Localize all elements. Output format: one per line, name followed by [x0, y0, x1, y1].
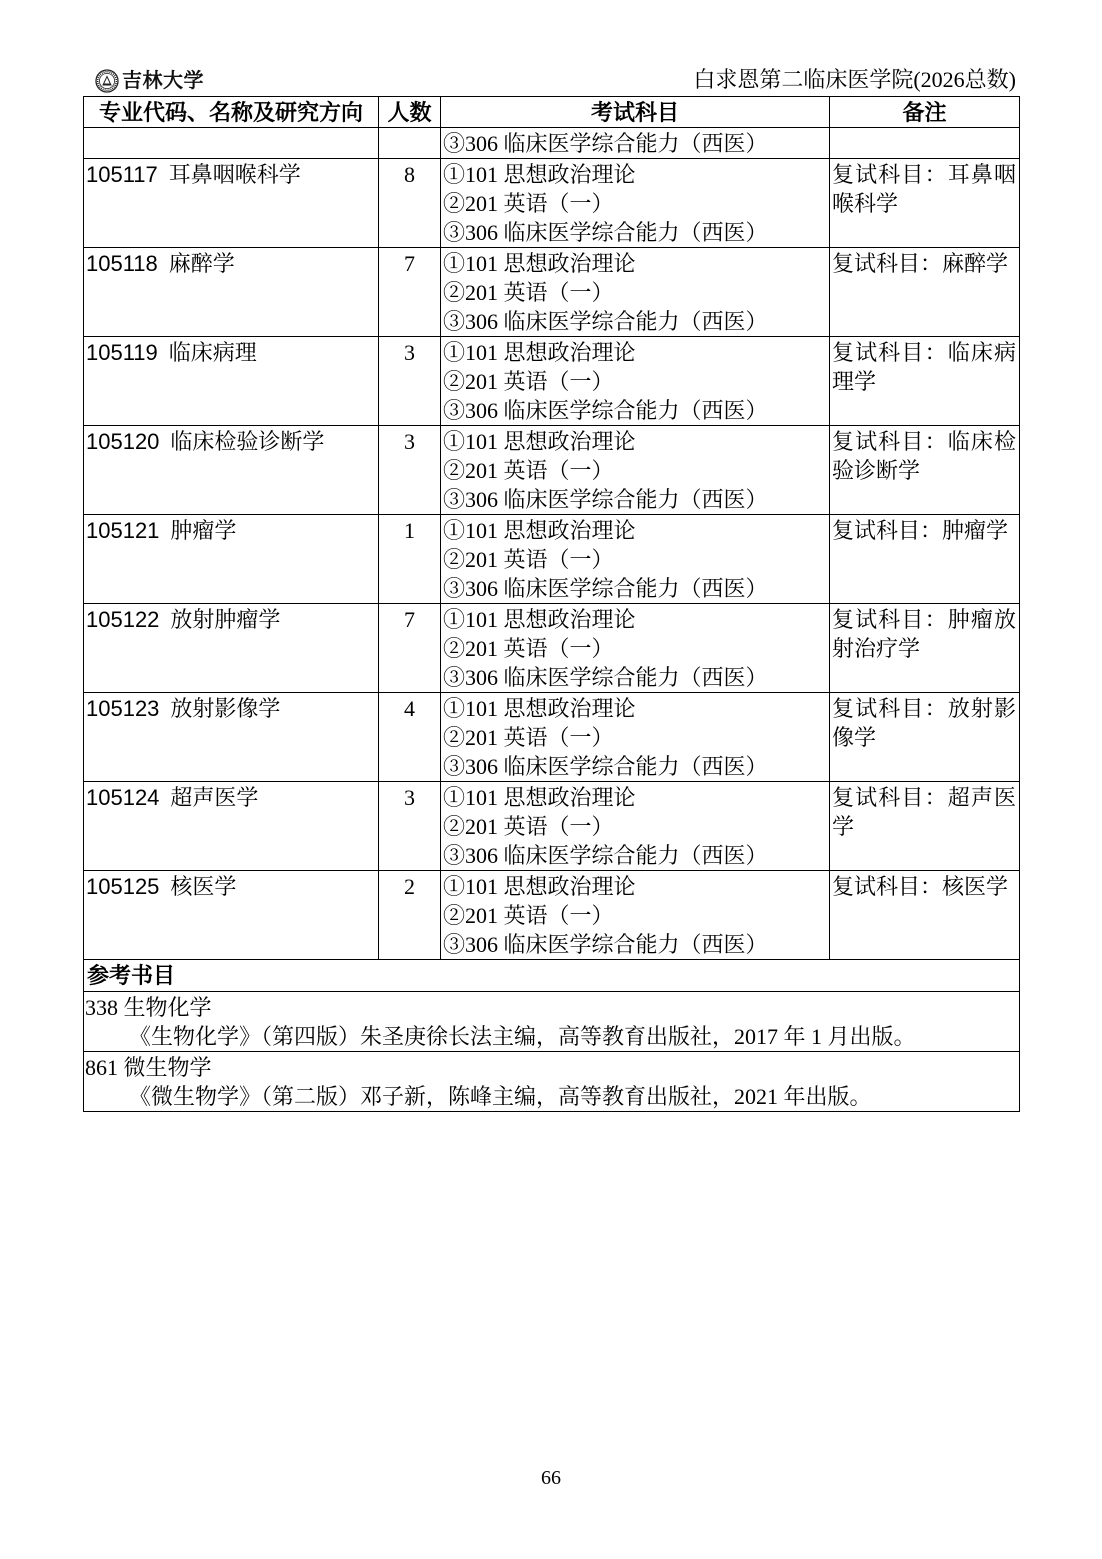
enrollment-count: 3	[379, 782, 441, 871]
exam-subjects-cell	[441, 871, 830, 960]
exam-subjects-cell	[441, 693, 830, 782]
reference-cell	[84, 1052, 1020, 1112]
enrollment-count: 4	[379, 693, 441, 782]
exam-subject: ②201 英语（一）	[443, 814, 614, 839]
major-code: 105121	[86, 518, 160, 543]
exam-subjects-cell	[441, 604, 830, 693]
exam-subject: ①101 思想政治理论	[443, 874, 636, 899]
references-heading-row	[84, 960, 1020, 992]
major-name: 核医学	[170, 874, 237, 899]
remark-cell	[830, 693, 1020, 782]
major-code: 105123	[86, 696, 160, 721]
exam-subjects-cell	[441, 248, 830, 337]
exam-subject: ①101 思想政治理论	[443, 696, 636, 721]
exam-subject: ②201 英语（一）	[443, 903, 614, 928]
exam-subjects-cell	[441, 337, 830, 426]
enrollment-count	[379, 128, 441, 159]
major-name: 临床病理	[168, 340, 257, 365]
header-title: 白求恩第二临床医学院(2026总数)	[693, 67, 1016, 92]
logo-text: 吉林大学	[122, 70, 204, 92]
major-code: 105120	[86, 429, 160, 454]
exam-subject: ③306 临床医学综合能力（西医）	[443, 576, 768, 601]
remark-cell	[830, 159, 1020, 248]
remark-cell	[830, 604, 1020, 693]
major-cell	[84, 159, 379, 248]
remark-cell	[830, 248, 1020, 337]
reference-row	[84, 1052, 1020, 1112]
major-cell	[84, 128, 379, 159]
table-row	[84, 159, 1020, 248]
table-row	[84, 426, 1020, 515]
enrollment-count: 2	[379, 871, 441, 960]
exam-subjects-cell	[441, 128, 830, 159]
reference-book: 《微生物学》（第二版）邓子新，陈峰主编，高等教育出版社，2021 年出版。	[129, 1084, 872, 1109]
column-header-remark: 备注	[830, 97, 1020, 128]
major-code: 105119	[86, 340, 158, 365]
major-name: 肿瘤学	[170, 518, 237, 543]
major-cell	[84, 426, 379, 515]
table-row	[84, 693, 1020, 782]
enrollment-count: 3	[379, 337, 441, 426]
university-seal-icon	[95, 69, 119, 93]
exam-subject: ③306 临床医学综合能力（西医）	[443, 398, 768, 423]
major-name: 放射影像学	[170, 696, 281, 721]
admissions-table	[83, 96, 1020, 1112]
major-name: 临床检验诊断学	[170, 429, 325, 454]
table-row	[84, 604, 1020, 693]
major-cell	[84, 604, 379, 693]
exam-subject: ③306 临床医学综合能力（西医）	[443, 487, 768, 512]
exam-subject: ①101 思想政治理论	[443, 162, 636, 187]
major-name: 超声医学	[170, 785, 259, 810]
exam-subject: ②201 英语（一）	[443, 636, 614, 661]
reference-subject: 338 生物化学	[85, 995, 212, 1020]
major-code: 105125	[86, 874, 160, 899]
continuation-row	[84, 128, 1020, 159]
table-row	[84, 337, 1020, 426]
reference-book: 《生物化学》（第四版）朱圣庚徐长法主编，高等教育出版社，2017 年 1 月出版。	[129, 1024, 916, 1049]
exam-subject: ①101 思想政治理论	[443, 340, 636, 365]
column-header-count: 人数	[379, 97, 441, 128]
remark-cell	[830, 337, 1020, 426]
exam-subject: ②201 英语（一）	[443, 725, 614, 750]
remark-text: 复试科目：放射影像学	[832, 696, 1016, 750]
remark-cell	[830, 426, 1020, 515]
remark-text: 复试科目：麻醉学	[832, 251, 1009, 276]
exam-subject: ③306 临床医学综合能力（西医）	[443, 220, 768, 245]
major-cell	[84, 871, 379, 960]
remark-text: 复试科目：超声医学	[832, 785, 1016, 839]
exam-subjects-cell	[441, 515, 830, 604]
exam-subjects-cell	[441, 426, 830, 515]
exam-subject: ②201 英语（一）	[443, 369, 614, 394]
reference-cell	[84, 992, 1020, 1052]
exam-subject: ③306 临床医学综合能力（西医）	[443, 665, 768, 690]
major-code: 105124	[86, 785, 160, 810]
remark-text: 复试科目：临床病理学	[832, 340, 1016, 394]
table-row	[84, 515, 1020, 604]
exam-subject: ①101 思想政治理论	[443, 607, 636, 632]
exam-subject: ③306 临床医学综合能力（西医）	[443, 932, 768, 957]
major-cell	[84, 693, 379, 782]
exam-subject: ①101 思想政治理论	[443, 785, 636, 810]
references-heading: 参考书目	[84, 960, 1020, 992]
table-row	[84, 871, 1020, 960]
table-row	[84, 782, 1020, 871]
major-code: 105117	[86, 162, 158, 187]
major-code: 105118	[86, 251, 158, 276]
remark-cell	[830, 515, 1020, 604]
major-cell	[84, 782, 379, 871]
exam-subject: ②201 英语（一）	[443, 458, 614, 483]
major-name: 耳鼻咽喉科学	[168, 162, 301, 187]
reference-subject: 861 微生物学	[85, 1055, 212, 1080]
remark-text: 复试科目：临床检验诊断学	[832, 429, 1016, 483]
major-cell	[84, 337, 379, 426]
exam-subject: ③306 临床医学综合能力（西医）	[443, 131, 768, 156]
remark-text: 复试科目：肿瘤学	[832, 518, 1009, 543]
reference-row	[84, 992, 1020, 1052]
enrollment-count: 1	[379, 515, 441, 604]
remark-text: 复试科目：肿瘤放射治疗学	[832, 607, 1016, 661]
major-cell	[84, 515, 379, 604]
table-header-row	[84, 97, 1020, 128]
remark-text: 复试科目：核医学	[832, 874, 1009, 899]
exam-subject: ③306 临床医学综合能力（西医）	[443, 309, 768, 334]
remark-cell	[830, 128, 1020, 159]
enrollment-count: 3	[379, 426, 441, 515]
exam-subjects-cell	[441, 159, 830, 248]
exam-subject: ①101 思想政治理论	[443, 251, 636, 276]
major-name: 麻醉学	[168, 251, 235, 276]
enrollment-count: 7	[379, 604, 441, 693]
major-name: 放射肿瘤学	[170, 607, 281, 632]
major-cell	[84, 248, 379, 337]
column-header-subjects: 考试科目	[441, 97, 830, 128]
exam-subject: ①101 思想政治理论	[443, 429, 636, 454]
exam-subject: ③306 临床医学综合能力（西医）	[443, 754, 768, 779]
exam-subject: ②201 英语（一）	[443, 191, 614, 216]
exam-subjects-cell	[441, 782, 830, 871]
enrollment-count: 7	[379, 248, 441, 337]
exam-subject: ①101 思想政治理论	[443, 518, 636, 543]
remark-text: 复试科目：耳鼻咽喉科学	[832, 162, 1016, 216]
remark-cell	[830, 782, 1020, 871]
enrollment-count: 8	[379, 159, 441, 248]
university-logo	[95, 68, 204, 94]
major-code: 105122	[86, 607, 160, 632]
exam-subject: ②201 英语（一）	[443, 547, 614, 572]
table-row	[84, 248, 1020, 337]
exam-subject: ③306 临床医学综合能力（西医）	[443, 843, 768, 868]
remark-cell	[830, 871, 1020, 960]
exam-subject: ②201 英语（一）	[443, 280, 614, 305]
page-number: 66	[541, 1467, 561, 1489]
column-header-major: 专业代码、名称及研究方向	[84, 97, 379, 128]
